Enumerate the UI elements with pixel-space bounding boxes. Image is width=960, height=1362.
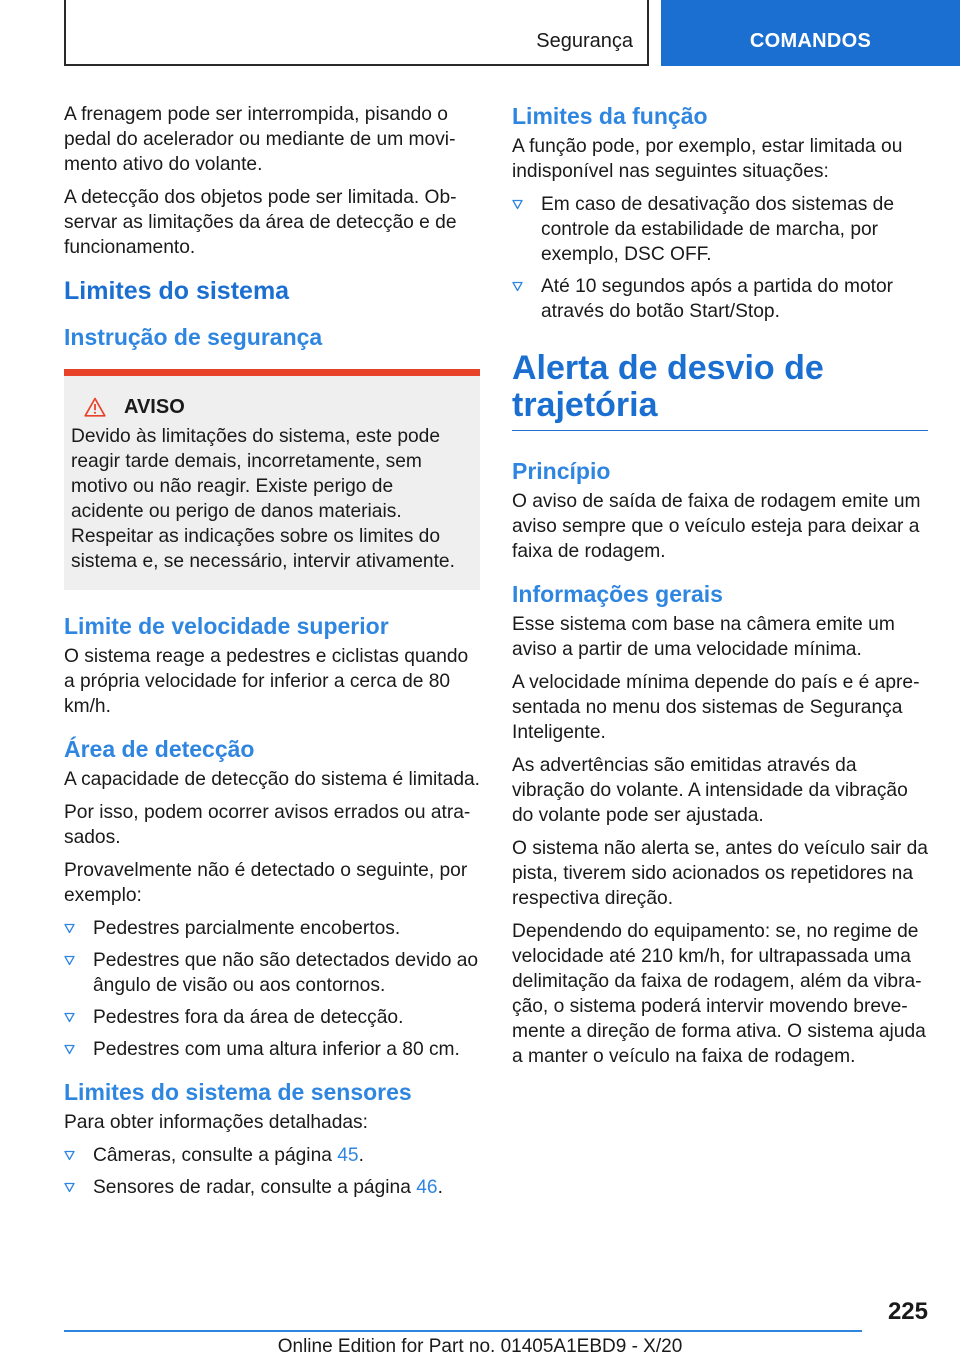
warning-triangle-icon	[84, 397, 106, 417]
list-item: Pedestres parcialmente encobertos.	[64, 916, 480, 941]
chapter-tab[interactable]	[661, 0, 960, 66]
list-item: Pedestres com uma altura inferior a 80 cm.	[64, 1037, 480, 1062]
paragraph: Dependendo do equipamento: se, no regime de velocidade até 210 km/h, for ultrapassada uma delimitação da faixa de rodagem, além da vibração, o sistema poderá intervir movendo brevemente a direção de forma ativa. O sistema ajuda a manter o veículo na faixa de rodagem.	[512, 921, 926, 1067]
function-limits-list	[512, 192, 928, 324]
paragraph: As advertências são emitidas através da vibração do volante. A intensidade da vibração do volante pode ser ajustada.	[512, 755, 908, 826]
paragraph: A capacidade de detecção do sistema é limitada.	[64, 769, 480, 790]
paragraph: A velocidade mínima depende do país e é apresentada no menu dos sistemas de Segurança Inteligente.	[512, 672, 920, 743]
chapter-heading-lane-departure: Alerta de desvio de trajetória	[512, 350, 928, 431]
list-item: Pedestres fora da área de detecção.	[64, 1005, 480, 1030]
heading-function-limits: Limites da função	[512, 103, 708, 129]
section-title: Segurança	[536, 30, 633, 52]
list-item: Em caso de desativação dos sistemas de controle da estabilidade de marcha, por exemplo, DSC OFF.	[512, 192, 928, 267]
bullet-triangle-icon	[512, 199, 523, 210]
bullet-triangle-icon	[64, 1150, 75, 1161]
detection-area-list	[64, 916, 480, 1062]
paragraph: O aviso de saída de faixa de rodagem emite um aviso sempre que o veículo esteja para deixar a faixa de rodagem.	[512, 491, 921, 562]
paragraph: A função pode, por exemplo, estar limitada ou indisponível nas seguintes situações:	[512, 136, 903, 182]
bullet-triangle-icon	[64, 1044, 75, 1055]
paragraph: O sistema não alerta se, antes do veículo sair da pista, tiverem sido acionados os repetidores na respectiva direção.	[512, 838, 928, 909]
paragraph: Para obter informações detalhadas:	[64, 1112, 368, 1133]
heading-detection-area: Área de detecção	[64, 736, 255, 762]
page-link[interactable]: 45	[337, 1145, 359, 1166]
heading-safety-instruction: Instrução de segurança	[64, 324, 323, 350]
heading-system-limits: Limites do sistema	[64, 277, 290, 305]
bullet-triangle-icon	[64, 955, 75, 966]
list-item: Pedestres que não são detectados devido ao ângulo de visão ou aos contornos.	[64, 948, 480, 998]
list-item: Sensores de radar, consulte a página 46.	[64, 1175, 480, 1200]
left-column	[64, 102, 480, 1208]
bullet-triangle-icon	[64, 1012, 75, 1023]
bullet-triangle-icon	[64, 1182, 75, 1193]
paragraph: A frenagem pode ser interrompida, pisando o pedal do acelerador ou mediante de um movimento ativo do volante.	[64, 104, 456, 175]
page-number: 225	[887, 1298, 928, 1325]
list-item: Câmeras, consulte a página 45.	[64, 1143, 480, 1168]
header-section-box	[64, 0, 649, 66]
warning-box	[64, 369, 480, 590]
chapter-title: COMANDOS	[749, 30, 872, 52]
heading-principle: Princípio	[512, 458, 611, 484]
warning-text: Devido às limitações do sistema, este pode reagir tarde demais, incorretamente, sem motivo ou não reagir. Existe perigo de acidente ou perigo de danos materiais. Respeitar as indicações sobre os limites do sistema e, se necessário, intervir ativamente.	[71, 426, 455, 572]
sensor-list	[64, 1143, 480, 1200]
footer-divider	[64, 1330, 862, 1332]
list-item: Até 10 segundos após a partida do motor através do botão Start/Stop.	[512, 274, 928, 324]
paragraph: A detecção dos objetos pode ser limitada. Observar as limitações da área de detecção e de funcionamento.	[64, 187, 457, 258]
bullet-triangle-icon	[64, 923, 75, 934]
paragraph: Provavelmente não é detectado o seguinte, por exemplo:	[64, 860, 468, 906]
page-link[interactable]: 46	[416, 1177, 438, 1198]
edition-text: Online Edition for Part no. 01405A1EBD9 - X/20	[277, 1336, 683, 1357]
paragraph: Esse sistema com base na câmera emite um aviso a partir de uma velocidade mínima.	[512, 614, 895, 660]
heading-general-info: Informações gerais	[512, 581, 723, 607]
heading-speed-limit: Limite de velocidade superior	[64, 613, 389, 639]
paragraph: O sistema reage a pedestres e ciclistas quando a própria velocidade for inferior a cerca de 80 km/h.	[64, 646, 469, 717]
bullet-triangle-icon	[512, 281, 523, 292]
right-column	[512, 102, 928, 1077]
warning-title: AVISO	[124, 395, 185, 418]
heading-sensor-limits: Limites do sistema de sensores	[64, 1079, 412, 1105]
paragraph: Por isso, podem ocorrer avisos errados ou atrasados.	[64, 802, 471, 848]
